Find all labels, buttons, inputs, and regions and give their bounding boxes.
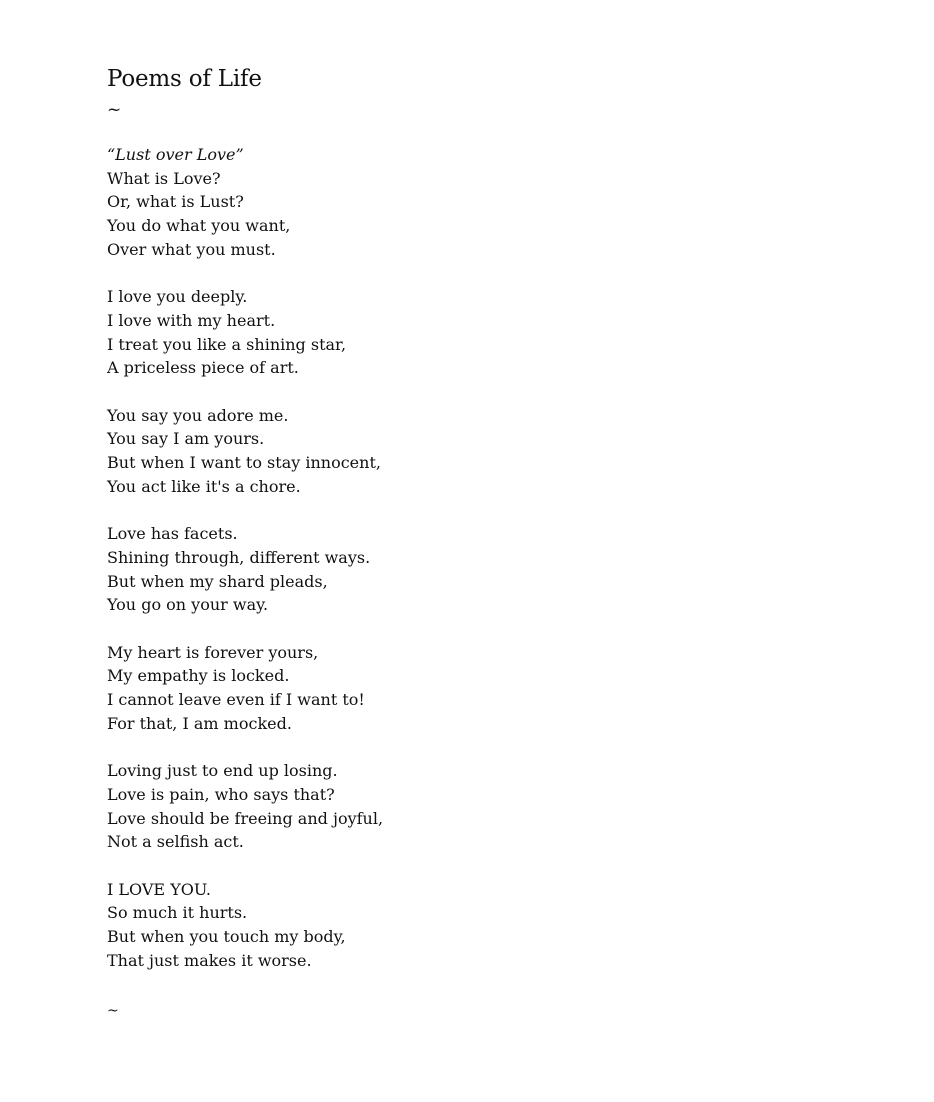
poem-line: But when my shard pleads, bbox=[107, 571, 328, 591]
document-page bbox=[107, 64, 887, 1021]
bottom-divider: ~ bbox=[107, 1002, 119, 1019]
poem-line: You go on your way. bbox=[107, 595, 269, 615]
poem-line: Love is pain, who says that? bbox=[107, 784, 335, 804]
poem-line: I treat you like a shining star, bbox=[107, 334, 347, 354]
top-divider: ~ bbox=[107, 100, 122, 120]
poem-line: Or, what is Lust? bbox=[107, 192, 244, 212]
poem-line: Over what you must. bbox=[107, 239, 276, 259]
poem bbox=[107, 143, 887, 973]
poem-stanza-7 bbox=[107, 878, 887, 973]
poem-line: That just makes it worse. bbox=[107, 950, 312, 970]
poem-stanza-5 bbox=[107, 641, 887, 736]
poem-line: Love should be freeing and joyful, bbox=[107, 808, 384, 828]
poem-body bbox=[107, 167, 887, 973]
poem-line: I love with my heart. bbox=[107, 310, 276, 330]
poem-line: My empathy is locked. bbox=[107, 666, 290, 686]
poem-line: Loving just to end up losing. bbox=[107, 761, 338, 781]
poem-line: Love has facets. bbox=[107, 524, 238, 544]
poem-line: But when you touch my body, bbox=[107, 927, 346, 947]
poem-line: I love you deeply. bbox=[107, 287, 248, 307]
poem-line: So much it hurts. bbox=[107, 903, 248, 923]
poem-line: You act like it's a chore. bbox=[107, 476, 301, 496]
poem-line: Not a selfish act. bbox=[107, 832, 244, 852]
poem-stanza-3 bbox=[107, 404, 887, 499]
poem-line: I cannot leave even if I want to! bbox=[107, 690, 365, 710]
poem-stanza-6 bbox=[107, 759, 887, 854]
poem-stanza-1 bbox=[107, 167, 887, 262]
poem-line: My heart is forever yours, bbox=[107, 642, 319, 662]
poem-line: For that, I am mocked. bbox=[107, 713, 292, 733]
poem-stanza-4 bbox=[107, 522, 887, 617]
poem-line: You do what you want, bbox=[107, 216, 291, 236]
poem-stanza-2 bbox=[107, 285, 887, 380]
poem-line: I LOVE YOU. bbox=[107, 879, 211, 899]
poem-line: You say I am yours. bbox=[107, 429, 265, 449]
poem-line: What is Love? bbox=[107, 168, 221, 188]
poem-line: But when I want to stay innocent, bbox=[107, 453, 381, 473]
poem-line: A priceless piece of art. bbox=[107, 358, 299, 378]
poem-title: “Lust over Love” bbox=[107, 145, 244, 164]
poem-line: Shining through, different ways. bbox=[107, 547, 371, 567]
poem-line: You say you adore me. bbox=[107, 405, 289, 425]
document-title: Poems of Life bbox=[107, 66, 262, 92]
